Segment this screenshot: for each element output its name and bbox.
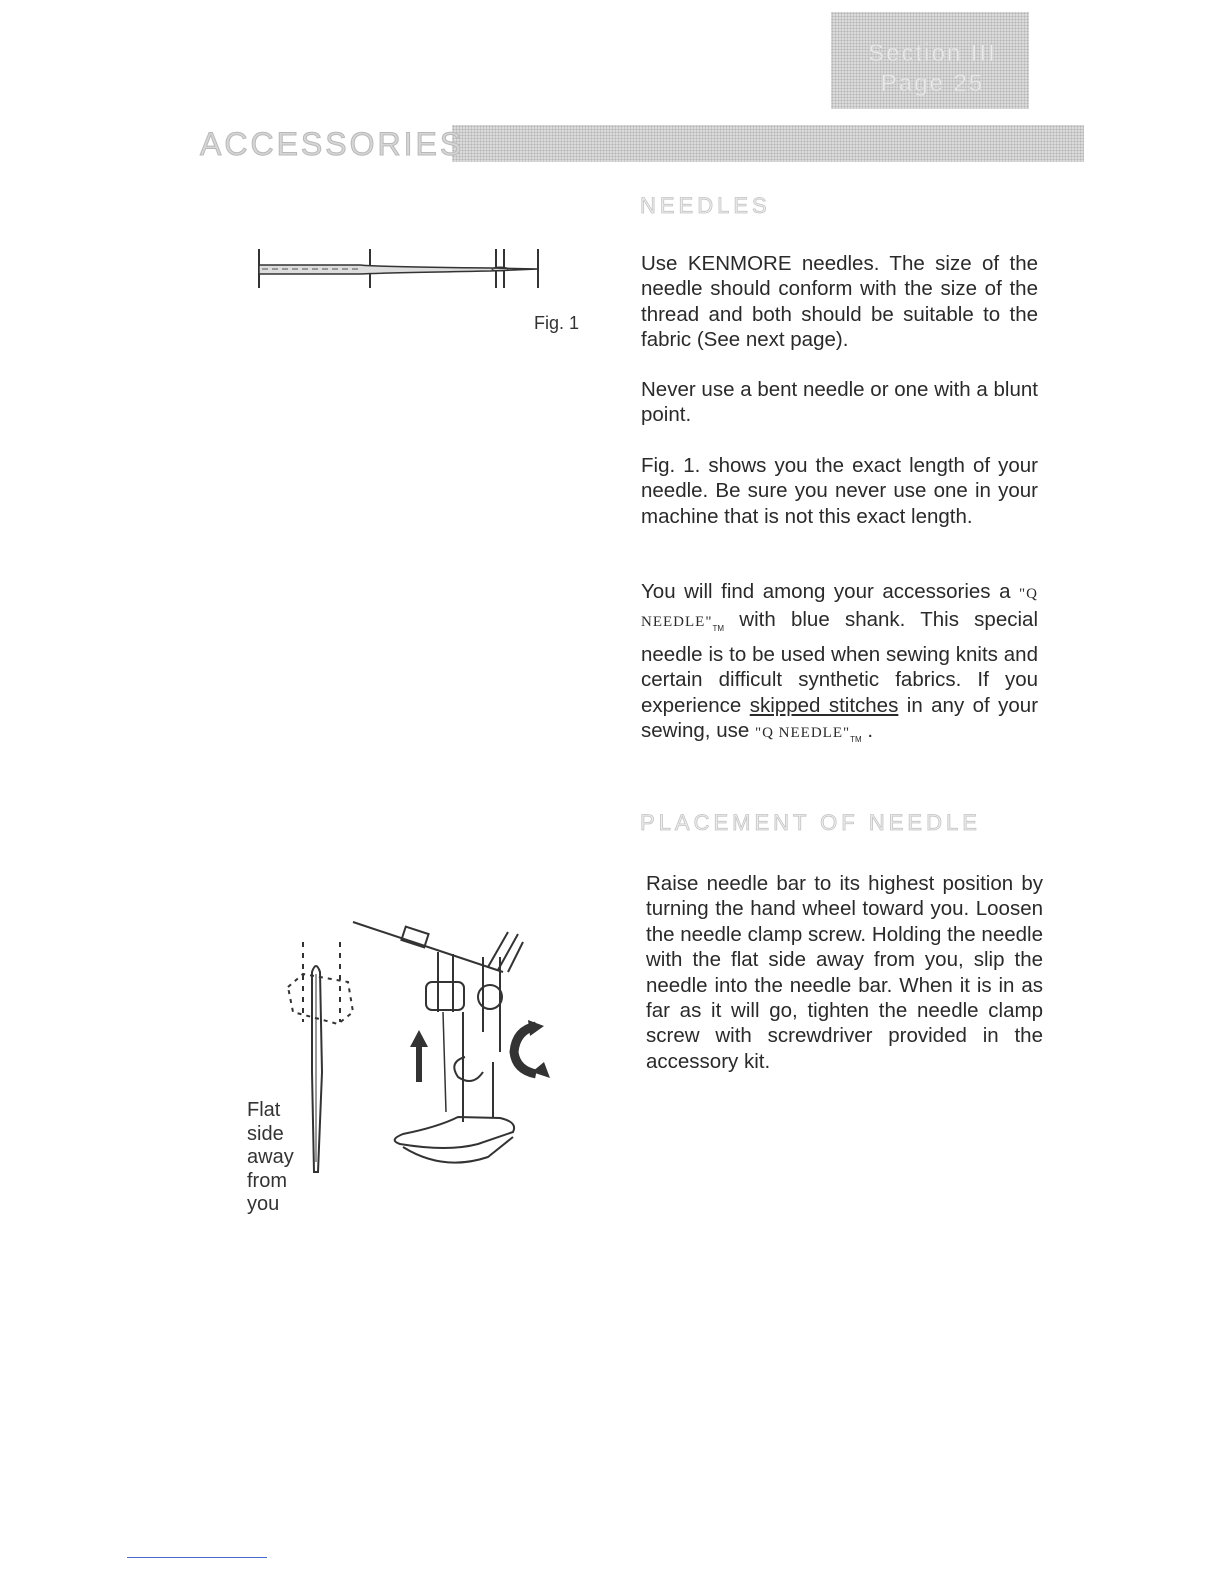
flat-label-line: Flat — [247, 1099, 281, 1121]
skipped-stitches-text: skipped stitches — [749, 693, 899, 717]
fig1-caption: Fig. 1 — [534, 313, 580, 333]
flat-label-line: side — [247, 1122, 284, 1145]
section-title: ACCESSORIES — [200, 126, 465, 162]
needles-paragraph-3: Fig. 1. shows you the exact length of your needle. Be sure you never use one in your machine that is not this exact length. — [641, 454, 1038, 528]
placement-paragraph: Raise needle bar to its highest position by turning the hand wheel toward you. Loosen the needle clamp screw. Holding the needle with the flat side away from you, slip the needle into the needle bar. When it is in as far as it will go, tighten the needle clamp screw with screwdriver provided in the accessory kit. — [646, 872, 1043, 1073]
p4-end: . — [867, 719, 874, 743]
p4-text-a: You will find among your accessories a — [641, 580, 1011, 603]
badge-page-label: Page 25 — [880, 70, 985, 97]
badge-section-label: Section III — [868, 40, 997, 67]
flat-label-line: away — [247, 1146, 294, 1168]
flat-label-line: from — [247, 1169, 287, 1192]
flat-side-label — [247, 1099, 327, 1217]
needle-length-figure — [250, 244, 550, 294]
title-bar — [452, 125, 1084, 162]
needles-heading: NEEDLES — [640, 193, 771, 218]
footer-rule — [127, 1557, 267, 1558]
flat-label-line: you — [247, 1193, 280, 1215]
q-needle-name-2: "Q NEEDLE" — [754, 725, 851, 742]
p4-text-b: with blue shank. This special needle is to be used when sewing knits and certain difficult synthetic fabrics. If you experience — [641, 608, 1038, 717]
p4-text-c: in any of your sewing, use — [641, 693, 1039, 743]
q-needle-name: "Q NEEDLE" — [641, 586, 1038, 631]
trademark-mark-2: TM — [850, 735, 862, 745]
needles-paragraph-1: Use KENMORE needles. The size of the needle should conform with the size of the thread and both should be suitable to the fabric (See next page). — [641, 252, 1038, 352]
needles-paragraph-2: Never use a bent needle or one with a blunt point. — [641, 378, 1038, 427]
trademark-mark: TM — [712, 624, 725, 634]
needles-paragraph-4 — [641, 579, 1038, 753]
placement-heading: PLACEMENT OF NEEDLE — [640, 810, 981, 835]
